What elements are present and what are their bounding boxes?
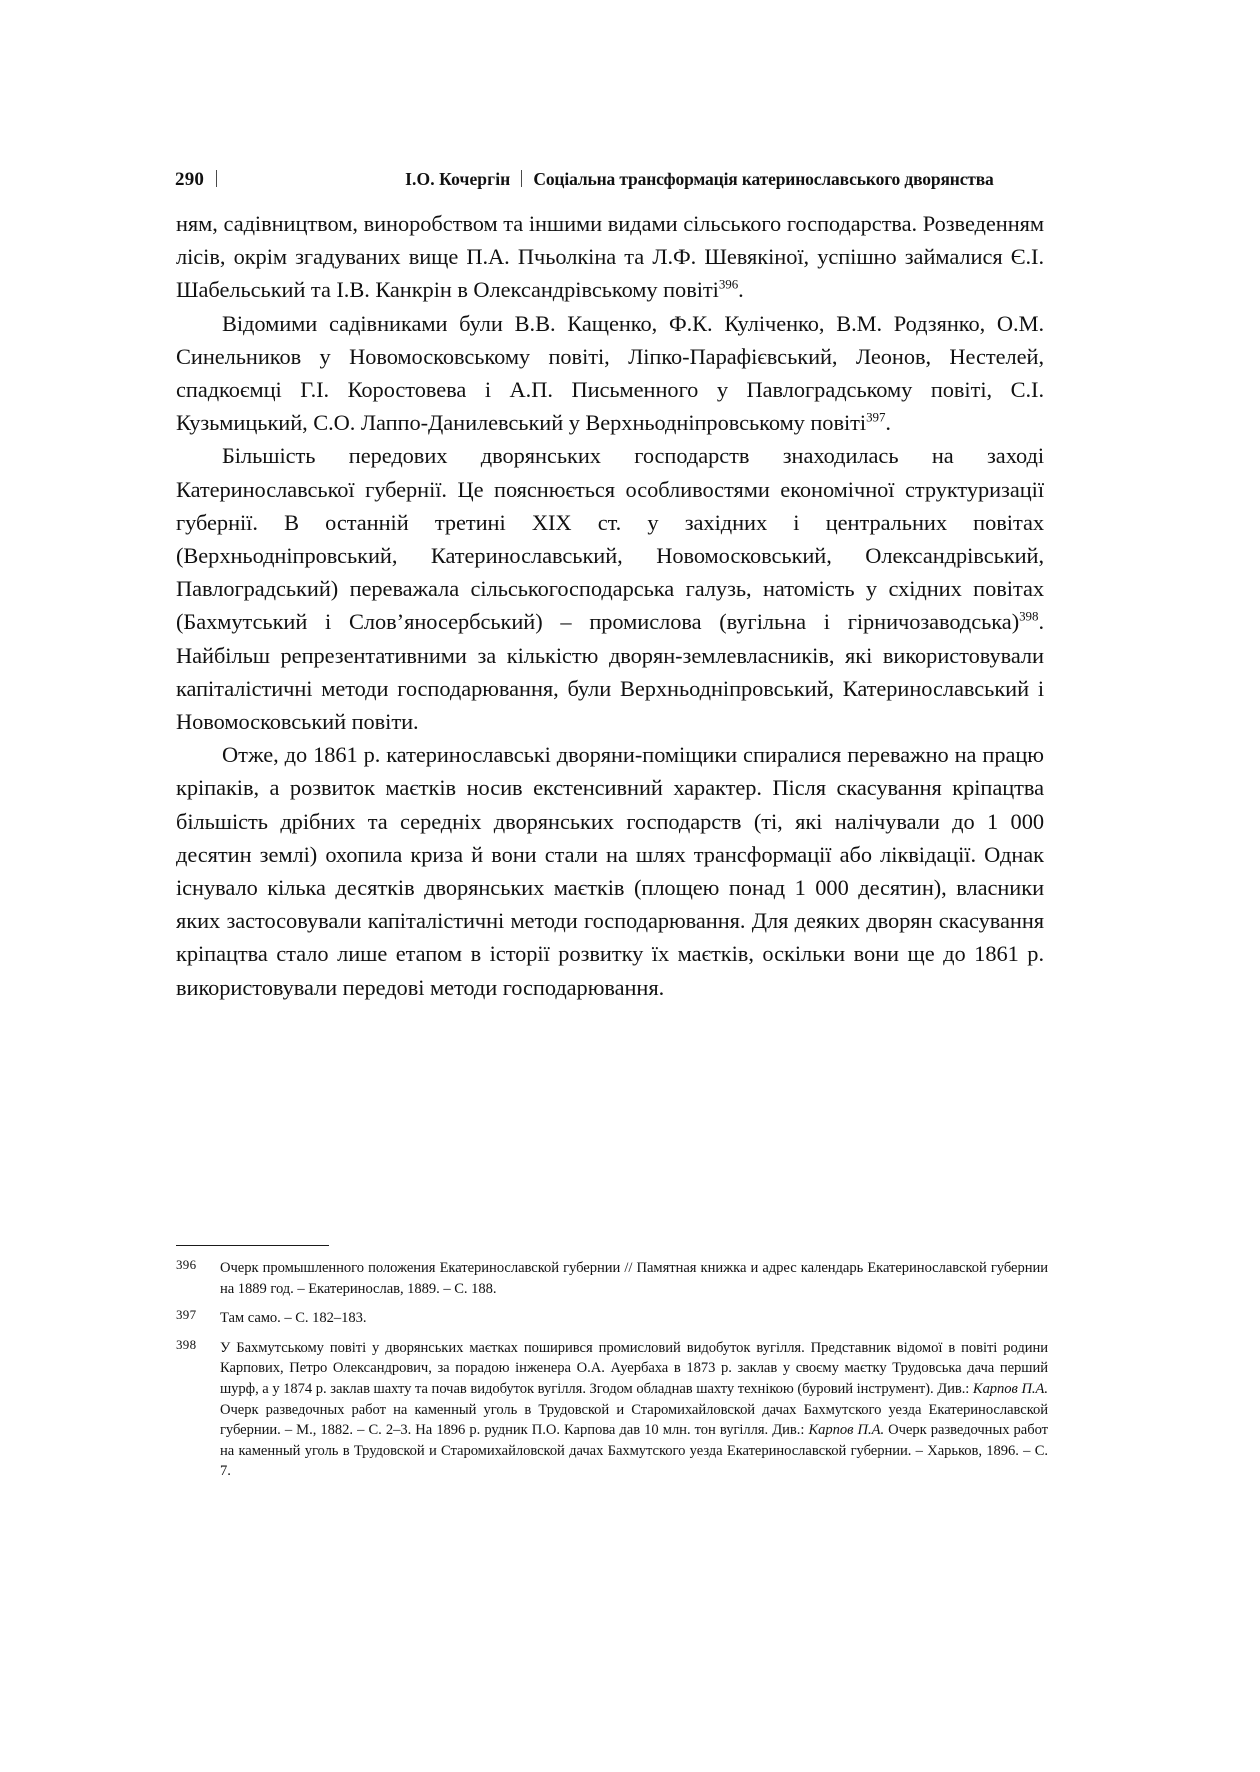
paragraph-1-tail: . [738,277,744,303]
footnote-398-cited-author: Карпов П.А. [972,1380,1048,1397]
footnote-397-number: 397 [176,1307,197,1323]
footnote-ref-398[interactable]: 398 [1019,608,1039,624]
running-head [175,168,1075,194]
footnote-396 [176,1258,1048,1299]
paragraph-3-tail: . Найбільш репрезентативними за кількістю дворян-землевласників, які використовували капіталістичні методи господарювання, були Верхньодніпровський, Катеринославський і Новомосковський повіти. [176,609,1044,735]
paragraph-2 [176,307,1044,440]
paragraph-1 [176,207,1044,307]
footnote-398-number: 398 [176,1336,197,1352]
footnote-397 [176,1308,1048,1329]
paragraph-3-text: Більшість передових дворянських господарств знаходилась на заході Катеринославської губернії. Це пояснюється особливостями економічної структуризації губернії. В останній третині XIX ст. у західних і центральних повітах (Верхньодніпровський, Катеринославський, Новомосковський, Олександрівський, Павлоградський) переважала сільськогосподарська галузь, натомість у східних повітах (Бахмутський і Слов’яносербський) – промислова (вугільна і гірничозаводська) [176,443,1044,635]
footnote-398-text: У Бахмутському повіті у дворянських маєтках поширився промисловий видобуток вугілля. Представник відомої в повіті родини Карпових, Петро Олександрович, за порадою інженера О.А. Ауербаха в 1873 р. заклав у своєму маєтку Трудовська дача перший шурф, а у 1874 р. заклав шахту та почав видобуток вугілля. Згодом обладнав шахту технікою (буровий інструмент). Див.: Карпов П.А. Очерк разведочных работ на каменный уголь в Трудовской и Старомихайловской дачах Бахмутского уезда Екатеринославской губернии. – М., 1882. – С. 2–3. На 1896 р. рудник П.О. Карпова дав 10 млн. тон вугілля. Див.: Карпов П.А. Очерк разведочных работ на каменный уголь в Трудовской и Старомихайловской дачах Бахмутского уезда Екатеринославской губернии. – Харьков, 1896. – С. 7. [220,1339,1048,1480]
folio-divider [216,170,217,187]
footnote-396-number: 396 [176,1257,197,1272]
footnote-396-text: Очерк промышленного положения Екатеринославской губернии // Памятная книжка и адрес календарь Екатеринославской губернии на 1889 год. – Екатеринослав, 1889. – С. 188. [220,1260,1048,1297]
footnote-ref-397[interactable]: 397 [866,409,886,425]
paragraph-2-tail: . [885,410,891,436]
footnote-398 [176,1338,1048,1482]
footnote-separator-rule [176,1245,329,1246]
paragraph-2-text: Відомими садівниками були В.В. Кащенко, Ф.К. Куліченко, В.М. Родзянко, О.М. Синельников у Новомосковському повіті, Ліпко-Парафієвський, Леонов, Нестелей, спадкоємці Г.І. Коростовева і А.П. Письменного у Павлоградському повіті, С.І. Кузьмицький, С.О. Лаппо-Данилевський у Верхньодніпровському повіті [176,310,1044,436]
footnote-397-text: Там само. – С. 182–183. [220,1310,367,1327]
footnote-ref-396[interactable]: 396 [718,276,739,292]
footnote-section [176,1245,1048,1491]
running-head-author: І.О. Кочергін [405,169,511,189]
paragraph-4 [176,738,1044,1004]
page-number: 290 [175,169,205,190]
paragraph-1-text: ням, садівництвом, виноробством та іншими видами сільського господарства. Розведенням лісів, окрім згадуваних вище П.А. Пчьолкіна та Л.Ф. Шевякіної, успішно займалися Є.І. Шабельський та І.В. Канкрін в Олександрівському повіті [176,211,1044,303]
footnote-398-cited-author: Карпов П.А. [808,1422,885,1439]
paragraph-3 [176,439,1044,738]
paragraph-4-text: Отже, до 1861 р. катеринославські дворяни-поміщики спиралися переважно на працю кріпаків, а розвиток маєтків носив екстенсивний характер. Після скасування кріпацтва більшість дрібних та середніх дворянських господарств (ті, які налічували до 1 000 десятин землі) охопила криза й вони стали на шлях трансформації або ліквідації. Однак існувало кілька десятків дворянських маєтків (площею понад 1 000 десятин), власники яких застосовували капіталістичні методи господарювання. Для деяких дворян скасування кріпацтва стало лише етапом в історії розвитку їх маєтків, оскільки вони ще до 1861 р. використовували передові методи господарювання. [176,742,1044,1000]
running-head-title: Соціальна трансформація катеринославського дворянства [533,169,994,189]
body-text [176,207,1044,1004]
running-head-divider [521,170,522,187]
